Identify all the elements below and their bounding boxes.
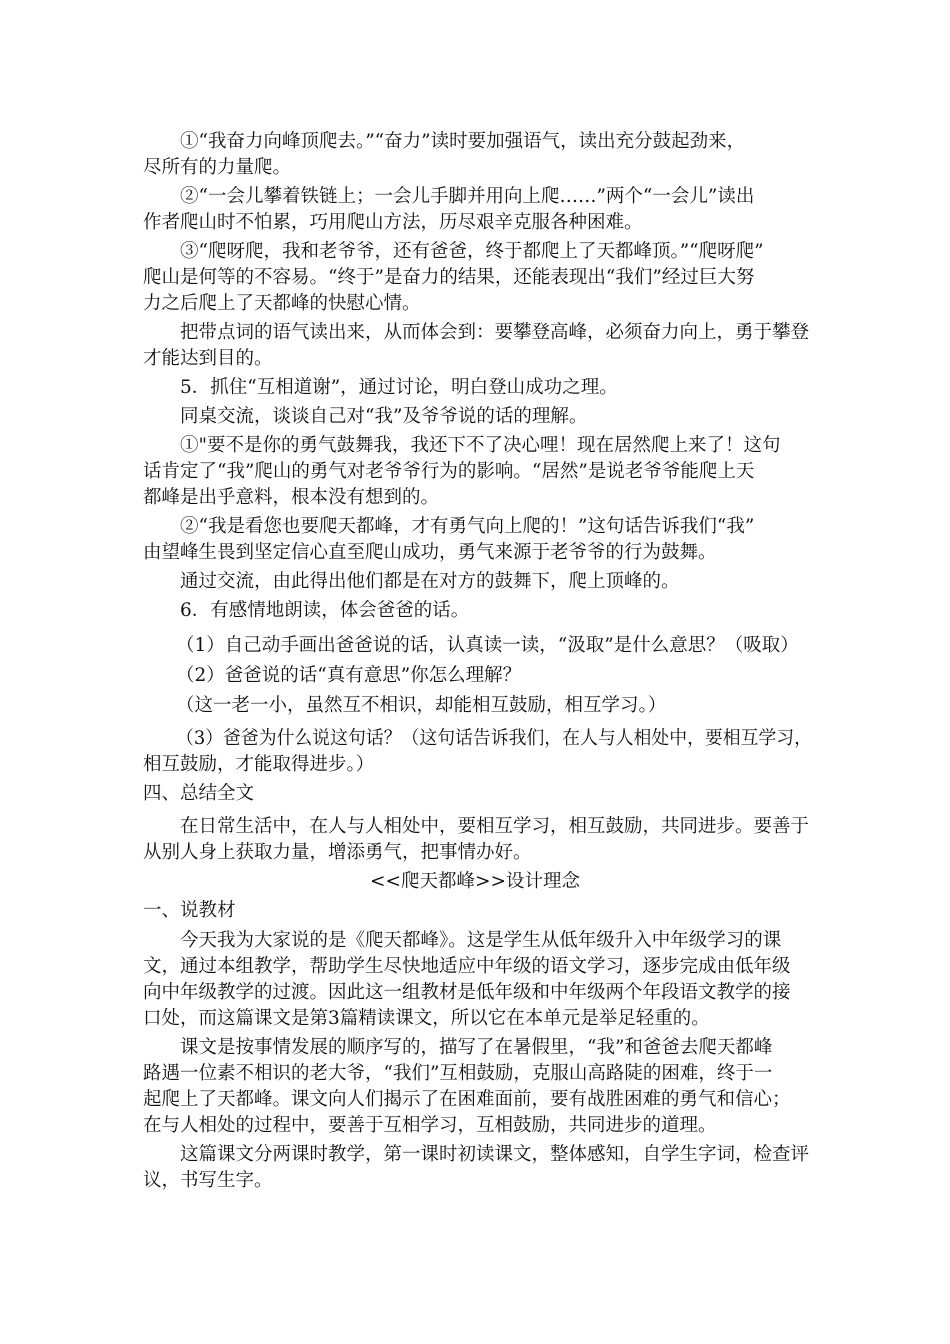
- paragraph-line: 才能达到目的。: [143, 348, 273, 369]
- paragraph-line: ②“我是看您也要爬天都峰，才有勇气向上爬的！”这句话告诉我们“我”: [180, 516, 755, 537]
- paragraph-line: 由望峰生畏到坚定信心直至爬山成功，勇气来源于老爷爷的行为鼓舞。: [143, 542, 717, 563]
- paragraph-line: 力之后爬上了天都峰的快慰心情。: [143, 293, 421, 314]
- paragraph-line: 在日常生活中，在人与人相处中，要相互学习，相互鼓励，共同进步。要善于: [180, 816, 810, 837]
- paragraph-line: 起爬上了天都峰。课文向人们揭示了在困难面前，要有战胜困难的勇气和信心；: [143, 1089, 791, 1110]
- paragraph-line: 这篇课文分两课时教学，第一课时初读课文，整体感知，自学生字词，检查评: [180, 1144, 810, 1165]
- section-heading: 6．有感情地朗读，体会爸爸的话。: [180, 600, 470, 621]
- paragraph-line: （这一老一小，虽然互不相识，却能相互鼓励，相互学习。）: [176, 695, 667, 716]
- paragraph-line: 向中年级教学的过渡。因此这一组教材是低年级和中年级两个年段语文教学的接: [143, 982, 791, 1003]
- paragraph-line: 同桌交流，谈谈自己对“我”及爷爷说的话的理解。: [180, 406, 588, 427]
- paragraph-line: 爬山是何等的不容易。“终于”是奋力的结果，还能表现出“我们”经过巨大努: [143, 267, 755, 288]
- paragraph-line: ①"要不是你的勇气鼓舞我，我还下不了决心哩！现在居然爬上来了！这句: [180, 435, 781, 456]
- paragraph-line: ①“我奋力向峰顶爬去。”“奋力”读时要加强语气，读出充分鼓起劲来，: [180, 131, 746, 152]
- section-heading: 5．抓住“互相道谢”，通过讨论，明白登山成功之理。: [180, 377, 618, 398]
- paragraph-line: 从别人身上获取力量，增添勇气，把事情办好。: [143, 842, 532, 863]
- paragraph-line: （1）自己动手画出爸爸说的话，认真读一读，“汲取”是什么意思？（吸取）: [176, 635, 799, 656]
- paragraph-line: 通过交流，由此得出他们都是在对方的鼓舞下，爬上顶峰的。: [180, 571, 680, 592]
- paragraph-line: 把带点词的语气读出来，从而体会到：要攀登高峰，必须奋力向上，勇于攀登: [180, 322, 810, 343]
- paragraph-line: 都峰是出乎意料，根本没有想到的。: [143, 487, 440, 508]
- paragraph-line: 课文是按事情发展的顺序写的，描写了在暑假里，“我”和爸爸去爬天都峰: [180, 1037, 773, 1058]
- paragraph-line: 在与人相处的过程中，要善于互相学习，互相鼓励，共同进步的道理。: [143, 1115, 717, 1136]
- paragraph-line: 路遇一位素不相识的老大爷，“我们”互相鼓励，克服山高路陡的困难，终于一: [143, 1063, 773, 1084]
- paragraph-line: ②“一会儿攀着铁链上；一会儿手脚并用向上爬……”两个“一会儿”读出: [180, 186, 755, 207]
- paragraph-line: （3）爸爸为什么说这句话？（这句话告诉我们，在人与人相处中，要相互学习，: [176, 728, 813, 749]
- paragraph-line: 议，书写生字。: [143, 1170, 273, 1191]
- paragraph-line: 相互鼓励，才能取得进步。）: [143, 754, 375, 775]
- paragraph-line: 文，通过本组教学，帮助学生尽快地适应中年级的语文学习，逐步完成由低年级: [143, 956, 791, 977]
- paragraph-line: （2）爸爸说的话“真有意思”你怎么理解？: [176, 665, 522, 686]
- paragraph-line: 今天我为大家说的是《爬天都峰》。这是学生从低年级升入中年级学习的课: [180, 930, 782, 951]
- paragraph-line: 尽所有的力量爬。: [143, 157, 292, 178]
- section-heading: 四、总结全文: [143, 783, 255, 804]
- section-heading: 一、说教材: [143, 900, 236, 921]
- paragraph-line: 话肯定了“我”爬山的勇气对老爷爷行为的影响。“居然”是说老爷爷能爬上天: [143, 461, 755, 482]
- document-title: <<爬天都峰>>设计理念: [369, 871, 580, 892]
- paragraph-line: 作者爬山时不怕累，巧用爬山方法，历尽艰辛克服各种困难。: [143, 212, 643, 233]
- paragraph-line: ③“爬呀爬，我和老爷爷，还有爸爸，终于都爬上了天都峰顶。”“爬呀爬”: [180, 241, 764, 262]
- paragraph-line: 口处，而这篇课文是第3篇精读课文，所以它在本单元是举足轻重的。: [143, 1008, 710, 1029]
